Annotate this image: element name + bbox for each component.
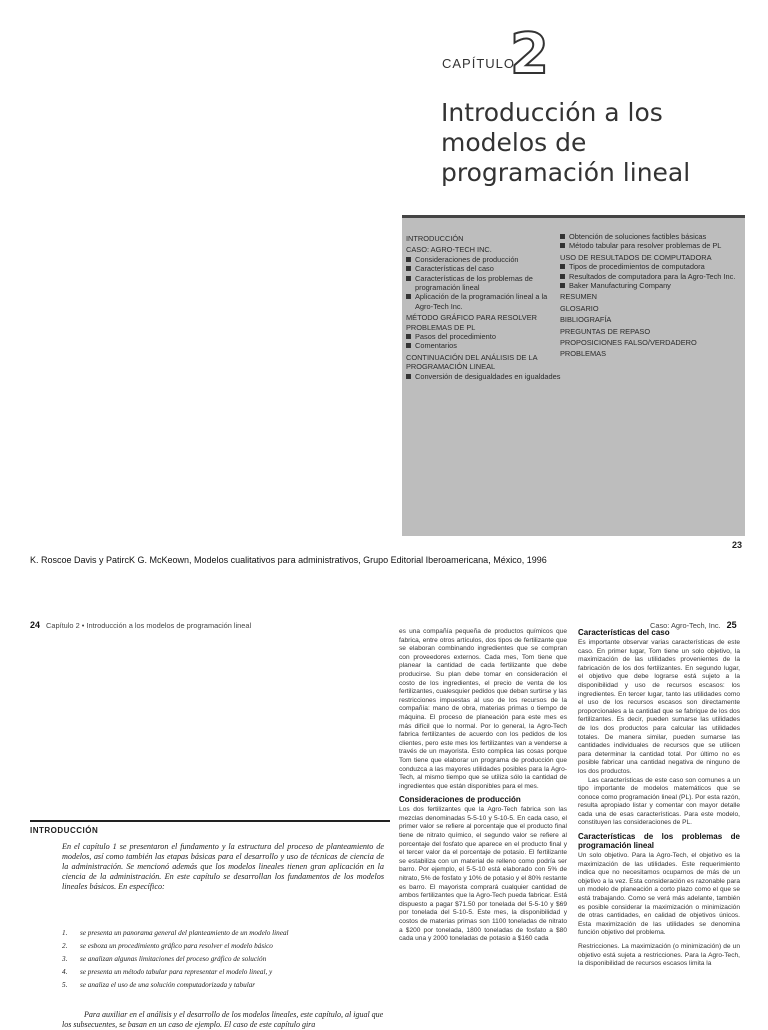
contents-item: Características de los problemas de programación lineal [406,274,566,293]
contents-item: Método tabular para resolver problemas de PL [560,241,738,250]
section-rule [30,820,390,822]
body-paragraph: es una compañía pequeña de productos químicos que fabrica, entre otros artículos, dos tipos de fertilizante que se elaboran combinando ingredientes que se compran con proveedores externos. Cada mes, Tom tiene que planear la cantidad de cada fertilizante que debe producirse. Su plan debe tomar en consideración el costo de los ingredientes, el precio de venta de los fertilizantes, cualesquier pedidos que deban surtirse y las restricciones impuestas al uso de los recursos de la compañía: mano de obra, materias primas o tiempo de máquina. El proceso de planeación para este mes es más difícil que lo normal. Por lo general, la Agro-Tech fabrica fertilizantes de acuerdo con los pedidos de los clientes, pero este mes los fertilizantes van a venderse a través de un mayorista. Esto complica las cosas porque Tom tiene que elaborar un programa de producción que conduzca a las mayores utilidades posibles para la Agro-Tech, al mismo tiempo que se utiliza sólo la cantidad de ingredientes que están disponibles para el mes. [399,628,567,790]
contents-section: PREGUNTAS DE REPASO [560,326,651,336]
list-item: 2. se esboza un procedimiento gráfico para resolver el modelo básico [62,942,273,950]
subsection-heading: Consideraciones de producción [399,795,521,805]
body-paragraph: Las características de este caso son comunes a un tipo importante de modelos matemáticos que se conoce como programación lineal (PL). Por esta razón, resulta apropiado listar y comentar con mayor detalle cada una de esas características. Para este modelo, constituyen las consideraciones de PL. [578,776,740,827]
contents-section: INTRODUCCIÓN [406,234,464,243]
subsection-heading: Características del caso [578,628,670,637]
contents-section: RESUMEN [560,292,597,302]
text-column-a [399,628,567,944]
intro-paragraph: En el capítulo 1 se presentaron el fundamento y la estructura del proceso de planteamiento de modelos, así como también las etapas básicas para el desarrollo y uso de técnicas de ciencia de la administración. Se mencionó además que los modelos lineales tienen gran aplicación en la ciencia de la administración. En este capítulo se desarrollan los fundamentos de los modelos lineales básicos. En específico: [62,842,384,891]
intro-list [62,927,384,992]
running-header-left [30,620,251,630]
page-number: 24 [30,620,41,630]
contents-item: Aplicación de la programación lineal a la Agro-Tech Inc. [406,292,566,311]
contents-item: Consideraciones de producción [406,255,566,264]
running-header-text: Capítulo 2 • Introducción a los modelos de programación lineal [46,621,252,630]
chapter-title-line: modelos de [441,128,587,157]
intro-tail-paragraph: Para auxiliar en el análisis y el desarrollo de los modelos lineales, este capítulo, al igual que los subsecuentes, se basan en un caso de ejemplo. El caso de este capítulo gira [62,1010,384,1029]
contents-section: PROBLEMAS [560,349,607,359]
page-number: 23 [732,540,743,550]
contents-section: MÉTODO GRÁFICO PARA RESOLVER PROBLEMAS DE PL [406,313,538,332]
citation-caption: K. Roscoe Davis y PatircK G. McKeown, Modelos cualitativos para administrativos, Grupo Editorial Iberoamericana, México, 1996 [30,555,547,565]
section-heading: INTRODUCCIÓN [30,826,99,835]
contents-section: USO DE RESULTADOS DE COMPUTADORA [560,252,712,262]
list-item: 1. se presenta un panorama general del planteamiento de un modelo lineal [62,929,289,937]
contents-left-column [406,232,566,381]
contents-right-column [560,232,738,359]
contents-item: Pasos del procedimiento [406,332,566,341]
contents-section: GLOSARIO [560,303,599,313]
contents-item: Tipos de procedimientos de computadora [560,262,738,271]
chapter-title-line: programación lineal [441,158,691,187]
running-header-text: Caso: Agro-Tech, Inc. [650,621,721,630]
body-paragraph: Restricciones. La maximización (o minimización) de un objetivo está sujeta a restricciones. Para la Agro-Tech, la disponibilidad de recursos escasos limita la [578,943,740,968]
contents-item: Comentarios [406,341,566,350]
contents-item: Baker Manufacturing Company [560,281,738,290]
contents-section: CONTINUACIÓN DEL ANÁLISIS DE LA PROGRAMACIÓN LINEAL [406,352,538,372]
contents-section: CASO: AGRO-TECH INC. [406,245,492,255]
contents-section: BIBLIOGRAFÍA [560,315,612,325]
chapter-label: CAPÍTULO [442,56,516,71]
contents-section: PROPOSICIONES FALSO/VERDADERO [560,338,697,348]
list-item: 3. se analizan algunas limitaciones del proceso gráfico de solución [62,955,267,963]
page-number: 25 [726,620,737,630]
contents-top-rule [402,215,745,218]
list-item: 4. se presenta un método tabular para representar el modelo lineal, y [62,968,273,976]
chapter-title-line: Introducción a los [441,98,663,127]
text-column-b [578,628,740,969]
contents-item: Resultados de computadora para la Agro-Tech Inc. [560,272,738,281]
contents-item: Características del caso [406,264,566,273]
body-paragraph: Es importante observar varias características de este caso. En primer lugar, Tom tiene un solo objetivo, la maximización de las utilidades provenientes de la fabricación de los dos fertilizantes. En segundo lugar, el objetivo que debe lograrse está sujeto a la disponibilidad y uso de recursos escasos: los ingredientes. En tercer lugar, tanto las utilidades como el uso de los recursos escasos son directamente proporcionales a la cantidad que se fabrique de los dos fertilizantes. Es decir, pueden sumarse las utilidades de los dos productos para calcular las utilidades totales. De manera similar, pueden sumarse las cantidades individuales de recursos que se utilicen para determinar la cantidad total. Por último no es posible fabricar una cantidad negativa de ninguno de los dos productos. [578,639,740,775]
contents-item: Conversión de desigualdades en igualdades [406,372,566,381]
body-paragraph: Los dos fertilizantes que la Agro-Tech fabrica son las mezclas denominadas 5-5-10 y 5-10-5. En cada caso, el primer valor se refiere al porcentaje que el producto final tiene de nitrato químico, el segundo valor se refiere al porcentaje del fosfato que aparece en el producto final y el tercer valor da el porcentaje de potasio. El fertilizante se estabiliza con un material de relleno como podría ser barro. Por ejemplo, el 5-5-10 está elaborado con 5% de nitrato, 5% de fosfato y 10% de potasio y el 80% restante es barro. El mayorista comprará cualquier cantidad de ambos fertilizantes que la Agro-Tech pueda fabricar. Está dispuesto a pagar $71.50 por tonelada del 5-5-10 y $69 por tonelada del 5-10-5. Este mes, la disponibilidad y costos de materias primas son 1100 toneladas de nitrato a $200 por tonelada, 1800 toneladas de fosfato a $80 cada una y 2000 toneladas de potasio a $160 cada [399,806,567,943]
subsection-heading: Características de los problemas de programación lineal [578,832,740,851]
list-item: 5. se analiza el uso de una solución computadorizada y tabular [62,981,256,989]
contents-item: Obtención de soluciones factibles básicas [560,232,738,241]
body-paragraph: Un solo objetivo. Para la Agro-Tech, el objetivo es la maximización de las utilidades. Este requerimiento indica que no necesitamos ocuparnos de más de un objetivo a la vez. Esta consideración es razonable para un modelo de planeación a corto plazo como el que se está trabajando. Como se verá más adelante, también es posible considerar la maximización o minimización de otras cantidades, en calidad de objetivos únicos. Esta maximización de las utilidades se denomina función objetivo del problema. [578,852,740,937]
chapter-title [441,98,761,188]
chapter-number: 2 [510,22,549,87]
